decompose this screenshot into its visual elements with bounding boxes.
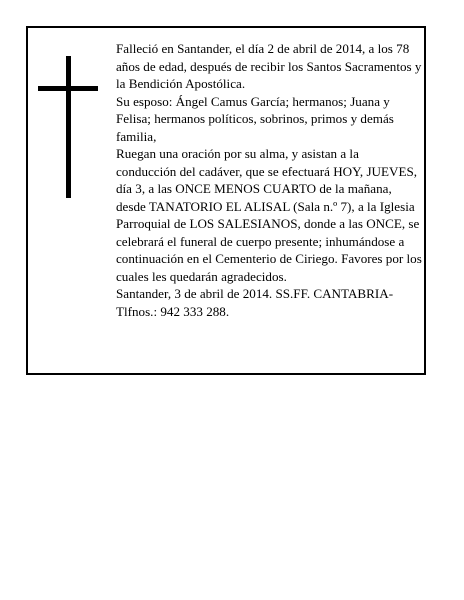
obituary-notice <box>26 26 426 375</box>
death-announcement: Falleció en Santander, el día 2 de abril de 2014, a los 78 años de edad, después de recibir los Santos Sacramentos y la Bendición Apostólica. <box>116 41 422 91</box>
funeral-details: Ruegan una oración por su alma, y asistan a la conducción del cadáver, que se efectuará HOY, JUEVES, día 3, a las ONCE MENOS CUARTO de la mañana, desde TANATORIO EL ALISAL (Sala n.º 7), a la Iglesia Parroquial de LOS SALESIANOS, donde a las ONCE, se celebrará el funeral de cuerpo presente; inhumándose a continuación en el Cementerio de Ciriego. Favores por los cuales les quedarán agradecidos. <box>116 146 422 284</box>
cross-icon <box>38 56 98 198</box>
signature-line: Santander, 3 de abril de 2014. SS.FF. CANTABRIA-Tlfnos.: 942 333 288. <box>116 286 394 319</box>
cross-horizontal-bar <box>38 86 98 91</box>
notice-text <box>116 40 422 320</box>
family-list: Su esposo: Ángel Camus García; hermanos; Juana y Felisa; hermanos políticos, sobrinos, primos y demás familia, <box>116 93 394 144</box>
cross-vertical-bar <box>66 56 71 198</box>
